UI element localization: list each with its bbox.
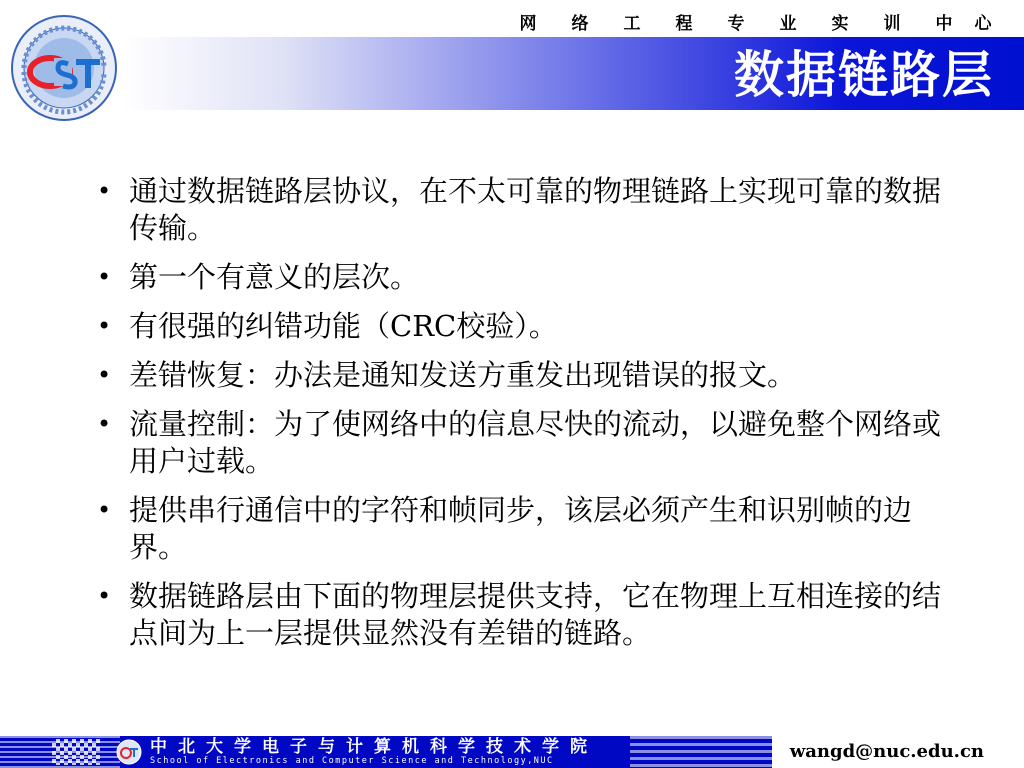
center-char: 网 xyxy=(519,13,537,34)
bullet-text: 通过数据链路层协议，在不太可靠的物理链路上实现可靠的数据传输。 xyxy=(129,174,942,245)
center-char: 业 xyxy=(779,13,797,34)
bullet-icon: • xyxy=(97,582,112,610)
list-item xyxy=(95,259,955,296)
bullet-icon: • xyxy=(97,177,112,205)
footer xyxy=(0,736,1024,768)
list-item xyxy=(95,308,955,345)
footer-logo-icon xyxy=(116,739,142,765)
list-item xyxy=(95,578,955,652)
center-char: 实 xyxy=(831,13,849,34)
list-item xyxy=(95,406,955,480)
bullet-text: 数据链路层由下面的物理层提供支持，它在物理上互相连接的结点间为上一层提供显然没有差错的链路。 xyxy=(129,579,942,650)
bullet-icon: • xyxy=(97,496,112,524)
bullet-icon: • xyxy=(97,312,112,340)
center-char: 心 xyxy=(974,13,992,34)
footer-stripes-right xyxy=(630,736,772,768)
bullet-text: 差错恢复：办法是通知发送方重发出现错误的报文。 xyxy=(129,358,797,392)
bullet-icon: • xyxy=(97,263,112,291)
slide-title: 数据链路层 xyxy=(734,46,994,104)
school-name-cn: 中北大学电子与计算机科学技术学院 xyxy=(150,737,598,757)
center-char: 中 xyxy=(935,13,953,34)
bullet-text: 流量控制：为了使网络中的信息尽快的流动，以避免整个网络或用户过载。 xyxy=(129,407,942,478)
bullet-text: 有很强的纠错功能（CRC校验）。 xyxy=(129,309,558,343)
center-char: 络 xyxy=(571,13,589,34)
footer-band xyxy=(0,736,772,768)
training-center-name xyxy=(502,5,996,37)
center-char: 训 xyxy=(883,13,901,34)
list-item xyxy=(95,173,955,247)
bullet-text: 提供串行通信中的字符和帧同步，该层必须产生和识别帧的边界。 xyxy=(129,493,913,564)
center-char: 工 xyxy=(623,13,641,34)
bullet-list xyxy=(95,173,955,664)
school-name-en: School of Electronics and Computer Science and Technology,NUC xyxy=(150,756,554,766)
bullet-icon: • xyxy=(97,410,112,438)
bullet-icon: • xyxy=(97,361,112,389)
footer-checker-pattern xyxy=(52,739,100,765)
center-char: 专 xyxy=(727,13,745,34)
college-logo xyxy=(10,14,118,122)
list-item xyxy=(95,492,955,566)
contact-email: wangd@nuc.edu.cn xyxy=(789,741,984,762)
center-char: 程 xyxy=(675,13,693,34)
list-item xyxy=(95,357,955,394)
bullet-text: 第一个有意义的层次。 xyxy=(129,260,420,294)
